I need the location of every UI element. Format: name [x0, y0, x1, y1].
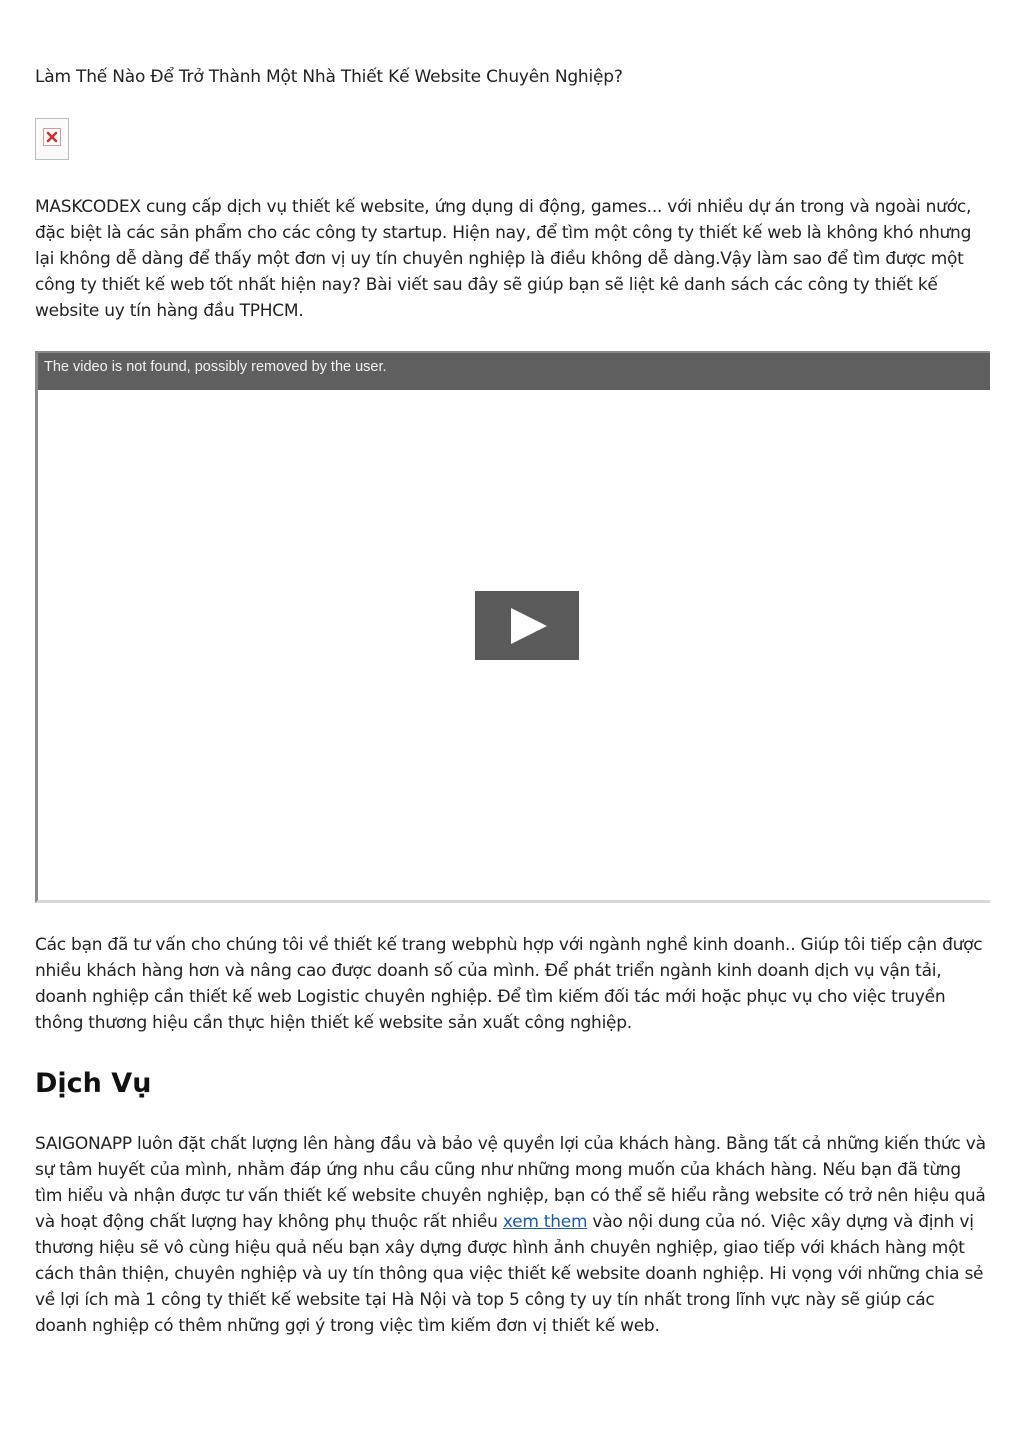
- body-paragraph: Các bạn đã tư vấn cho chúng tôi về thiết kế trang webphù hợp với ngành nghề kinh doanh.. Giúp tôi tiếp cận được nhiều khách hàng hơn và nâng cao được doanh số của mình. Để phát triển ngành kinh doanh dịch vụ vận tải, doanh nghiệp cần thiết kế web Logistic chuyên nghiệp. Để tìm kiếm đối tác mới hoặc phục vụ cho việc truyền thông thương hiệu cần thực hiện thiết kế website sản xuất công nghiệp.: [35, 935, 983, 1033]
- services-text-start: SAIGONAPP luôn đặt chất lượng lên hàng đầu và bảo vệ quyền lợi của khách hàng. Bằng tất cả những kiến thức và sự tâm huyết của mình, nhằm đáp ứng nhu cầu cũng như những mong muốn của khách hàng. Nếu bạn đã từng tìm hiểu và nhận được tư vấn thiết kế website chuyên nghiệp, bạn có thể sẽ hiểu rằng website có trở nên hiệu quả và hoạt động chất lượng hay không phụ thuộc rất nhiều: [35, 1134, 986, 1232]
- page-title: Làm Thế Nào Để Trở Thành Một Nhà Thiết Kế Website Chuyên Nghiệp?: [35, 67, 623, 87]
- read-more-link[interactable]: xem them: [502, 1212, 588, 1232]
- play-button[interactable]: [475, 591, 579, 660]
- services-paragraph: [35, 1131, 990, 1339]
- broken-image-icon: [43, 128, 61, 146]
- intro-paragraph: MASKCODEX cung cấp dịch vụ thiết kế website, ứng dụng di động, games... với nhiều dự án trong và ngoài nước, đặc biệt là các sản phẩm cho các công ty startup. Hiện nay, để tìm một công ty thiết kế web là không khó nhưng lại không dễ dàng để thấy một đơn vị uy tín chuyên nghiệp là điều không dễ dàng.Vậy làm sao để tìm được một công ty thiết kế web tốt nhất hiện nay? Bài viết sau đây sẽ giúp bạn sẽ liệt kê danh sách các công ty thiết kế website uy tín hàng đầu TPHCM.: [35, 197, 972, 321]
- broken-image-placeholder: [35, 118, 69, 160]
- section-heading: Dịch Vụ: [35, 1068, 152, 1099]
- play-icon: [511, 608, 547, 644]
- video-embed[interactable]: [35, 351, 990, 903]
- video-error-message: The video is not found, possibly removed by the user.: [38, 353, 990, 390]
- services-text-end: vào nội dung của nó. Việc xây dựng và định vị thương hiệu sẽ vô cùng hiệu quả nếu bạn xây dựng được hình ảnh chuyên nghiệp, giao tiếp với khách hàng một cách thân thiện, chuyên nghiệp và uy tín thông qua việc thiết kế website doanh nghiệp. Hi vọng với những chia sẻ về lợi ích mà 1 công ty thiết kế website tại Hà Nội và top 5 công ty uy tín nhất trong lĩnh vực này sẽ giúp các doanh nghiệp có thêm những gợi ý trong việc tìm kiếm đơn vị thiết kế web.: [35, 1212, 984, 1336]
